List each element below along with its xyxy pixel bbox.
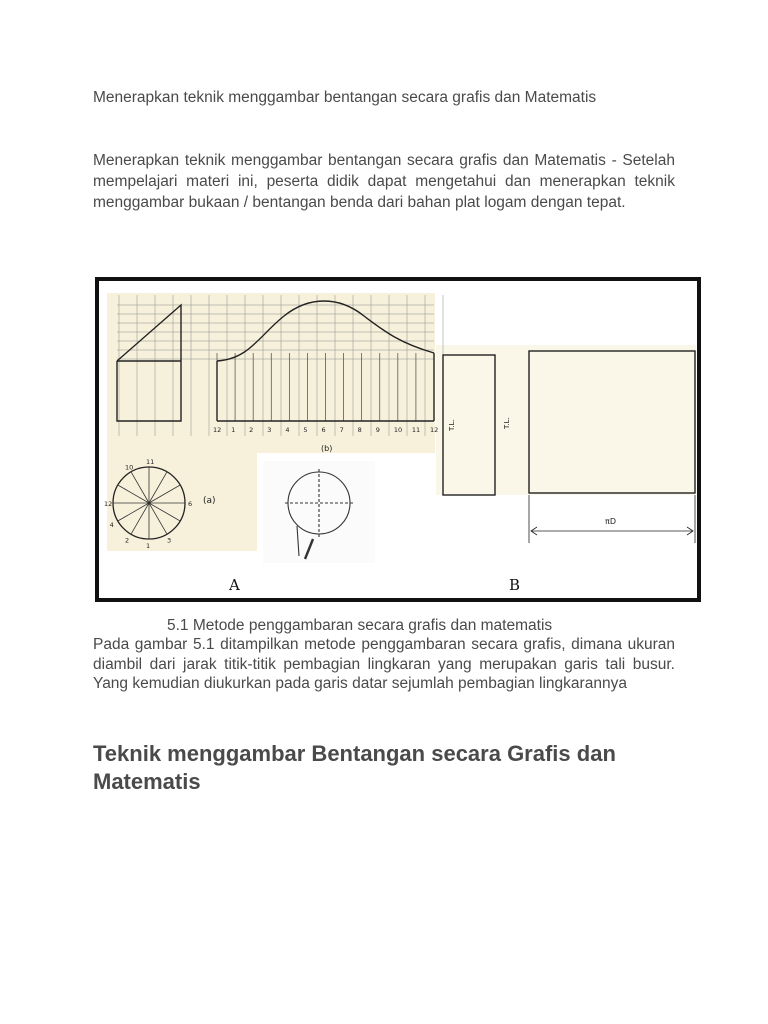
section-heading: Teknik menggambar Bentangan secara Grafis dan Matematis [93,741,616,794]
circle-number: 1 [146,542,151,550]
label-b-sub: (b) [321,444,333,453]
circle-number: 3 [167,536,172,545]
scale-number: 7 [339,426,344,434]
figure-5-1 [95,277,701,602]
circle-number: 4 [109,521,114,529]
dim-label-d: πD [605,517,616,526]
figure-caption: 5.1 Metode penggambaran secara grafis dan matematis [167,617,553,634]
panel-paper-right [436,345,696,495]
scale-number: 5 [303,426,308,434]
scale-number: 1 [231,426,236,434]
panel-b-label: B [509,576,521,594]
scale-number: 8 [357,426,362,434]
panel-a-label: A [229,576,240,594]
circle-number: 11 [146,458,155,466]
body-paragraph: Pada gambar 5.1 ditampilkan metode penggambaran secara grafis, dimana ukuran diambil dari jarak titik-titik pembagian lingkaran yang merupakan garis tali busur. Yang kemudian diukurkan pada garis datar sejumlah pembagian lingkarannya [93,636,675,692]
scale-number: 11 [411,426,421,434]
scale-number: 2 [249,426,254,434]
circle-number: 10 [125,463,134,472]
circle-number: 12 [104,500,113,508]
dim-label-tl: T.L. [448,419,456,431]
circle-number: 2 [125,536,130,545]
intro-paragraph: Menerapkan teknik menggambar bentangan secara grafis dan Matematis - Setelah mempelajari materi ini, peserta didik dapat mengetahui dan menerapkan teknik menggambar bukaan / bentangan benda dari bahan plat logam dengan tepat. [93,152,675,211]
scale-number: 4 [285,426,290,434]
scale-number: 9 [375,426,380,434]
scale-number: 3 [267,426,272,434]
panel-paper-circle [107,441,257,551]
page-title: Menerapkan teknik menggambar bentangan secara grafis dan Matematis [93,89,597,106]
scale-number: 10 [393,426,403,434]
dim-label-ti: T.L. [503,417,511,429]
scale-number: 12 [213,426,222,434]
scale-number: 6 [321,426,326,434]
scale-number: 12 [430,426,439,434]
circle-number: 6 [188,500,193,508]
figure-drawing [99,281,697,598]
label-a-sub: (a) [203,496,216,506]
